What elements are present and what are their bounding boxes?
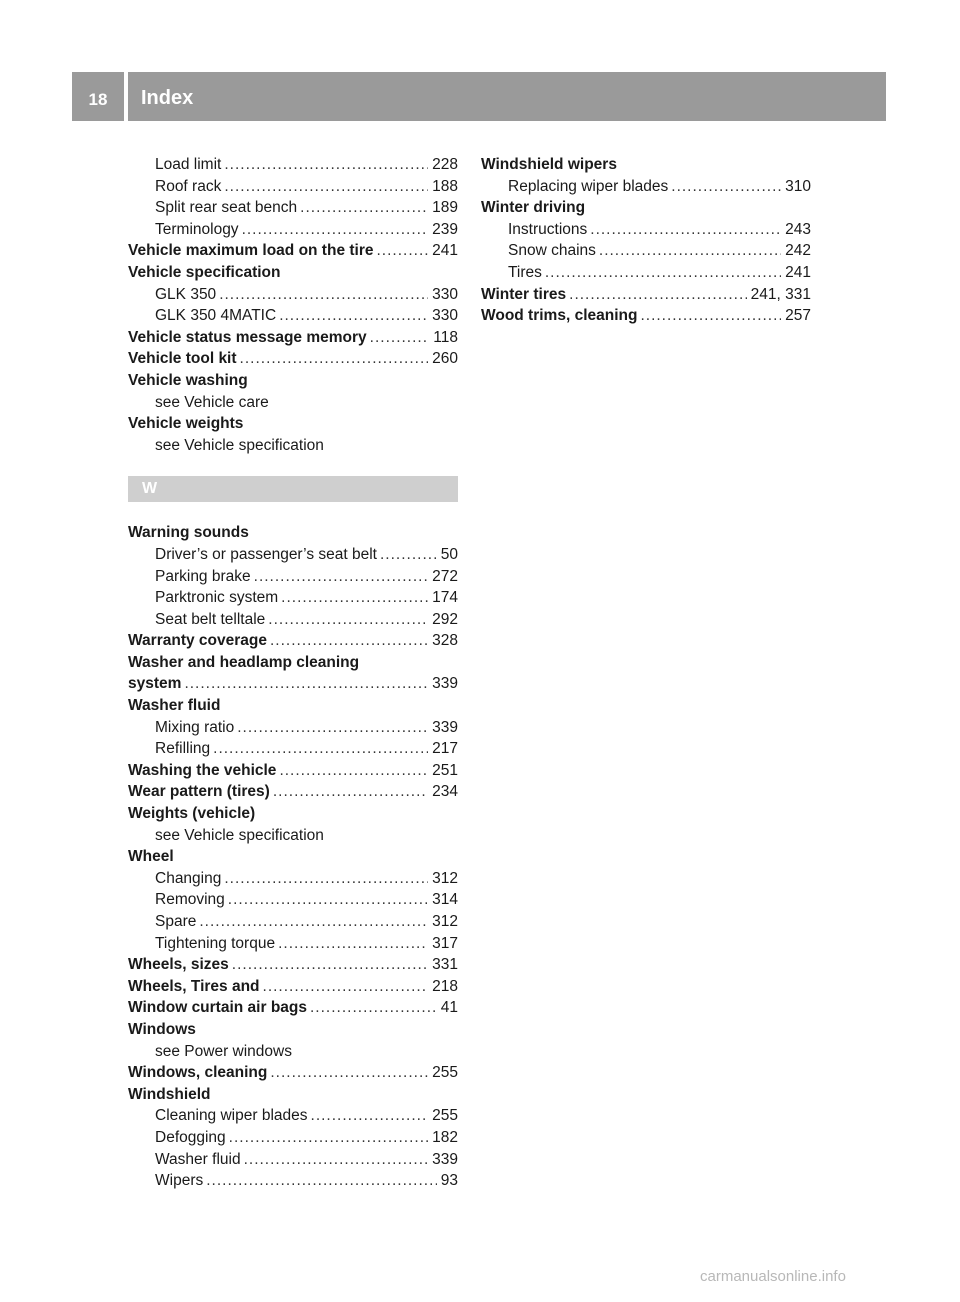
index-term: Refilling: [155, 740, 211, 758]
index-entry: [128, 219, 458, 241]
index-entry: [128, 1170, 458, 1192]
index-term: Windshield wipers: [481, 156, 617, 173]
page-reference: 243: [785, 220, 811, 238]
index-term: Defogging: [155, 1128, 226, 1146]
index-entry: [128, 911, 458, 933]
dot-leader: [184, 673, 428, 695]
index-entry: [128, 717, 458, 739]
page-reference: 317: [432, 934, 458, 952]
index-term: Winter tires: [481, 285, 567, 303]
page-reference: 234: [432, 783, 458, 801]
index-entry: [128, 392, 458, 414]
dot-leader: [377, 240, 429, 262]
page-reference: 41: [440, 999, 458, 1017]
page-reference: 255: [432, 1107, 458, 1125]
page-reference: 251: [432, 761, 458, 779]
index-term: Washing the vehicle: [128, 761, 277, 779]
page-reference: 241: [432, 242, 458, 260]
index-entry: [128, 327, 458, 349]
dot-leader: [279, 760, 428, 782]
index-entry: [128, 544, 458, 566]
page-reference: 188: [432, 177, 458, 195]
page-reference: 218: [432, 977, 458, 995]
index-term: Wipers: [155, 1172, 204, 1190]
index-entry: [481, 305, 811, 327]
index-entry: [128, 825, 458, 847]
dot-leader: [242, 219, 429, 241]
index-entry: [128, 868, 458, 890]
index-term: system: [128, 675, 182, 693]
index-term: GLK 350 4MATIC: [155, 307, 277, 325]
index-entry: [128, 889, 458, 911]
index-term: Washer fluid: [155, 1150, 241, 1168]
index-entry: [128, 587, 458, 609]
page-reference: 189: [432, 199, 458, 217]
page-reference: 328: [432, 632, 458, 650]
index-entry: [128, 781, 458, 803]
page-reference: 257: [785, 307, 811, 325]
dot-leader: [268, 609, 428, 631]
index-term: Weights (vehicle): [128, 805, 256, 823]
index-term: Roof rack: [155, 177, 222, 195]
index-entry: [128, 954, 458, 976]
dot-leader: [590, 219, 781, 241]
dot-leader: [270, 1062, 428, 1084]
index-entry: [128, 1149, 458, 1171]
index-term: Windows, cleaning: [128, 1064, 268, 1082]
index-term: Warranty coverage: [128, 632, 267, 650]
index-term: Wheels, Tires and: [128, 977, 260, 995]
index-entry: [128, 1084, 458, 1106]
index-term: Tires: [508, 263, 542, 281]
index-entry: [481, 197, 811, 219]
index-term: Warning sounds: [128, 524, 249, 542]
index-entry: [128, 348, 458, 370]
index-term: Vehicle tool kit: [128, 350, 237, 368]
page-reference: 339: [432, 718, 458, 736]
index-term: see Power windows: [155, 1042, 292, 1060]
page-reference: 272: [432, 567, 458, 585]
index-term: Vehicle status message memory: [128, 328, 367, 346]
page-reference: 241: [785, 263, 811, 281]
index-term: GLK 350: [155, 285, 217, 303]
index-column-right: [481, 154, 811, 327]
index-term: Removing: [155, 891, 225, 909]
index-term: Vehicle weights: [128, 415, 244, 433]
index-term: Changing: [155, 869, 222, 887]
page-reference: 292: [432, 610, 458, 628]
dot-leader: [244, 1149, 429, 1171]
index-entry: [128, 435, 458, 457]
dot-leader: [671, 176, 781, 198]
page-reference: 242: [785, 242, 811, 260]
dot-leader: [228, 889, 428, 911]
index-term: Parking brake: [155, 567, 251, 585]
dot-leader: [270, 630, 428, 652]
dot-leader: [219, 284, 428, 306]
dot-leader: [224, 154, 428, 176]
page-reference: 182: [432, 1128, 458, 1146]
page-reference: 310: [785, 177, 811, 195]
index-list-w-continued: [481, 154, 811, 327]
dot-leader: [240, 348, 429, 370]
page-reference: 312: [432, 869, 458, 887]
index-entry: [128, 1019, 458, 1041]
page-title: Index: [141, 87, 194, 109]
index-term: Spare: [155, 913, 197, 930]
index-term: Washer fluid: [128, 697, 221, 715]
page-reference: 93: [440, 1172, 458, 1190]
index-term: Mixing ratio: [155, 718, 235, 736]
index-entry: [128, 305, 458, 327]
dot-leader: [263, 976, 429, 998]
page-reference: 239: [432, 220, 458, 238]
page-reference: 330: [432, 307, 458, 325]
index-entry: [128, 1105, 458, 1127]
index-entry: [128, 522, 458, 544]
index-entry: [481, 176, 811, 198]
index-term: Load limit: [155, 156, 222, 173]
page-reference: 174: [432, 589, 458, 607]
dot-leader: [310, 997, 437, 1019]
index-entry: [128, 738, 458, 760]
index-term: see Vehicle specification: [155, 436, 324, 454]
index-term: Seat belt telltale: [155, 610, 266, 628]
dot-leader: [278, 933, 428, 955]
index-entry: [128, 1041, 458, 1063]
index-entry: [481, 219, 811, 241]
index-term: see Vehicle care: [155, 393, 269, 411]
dot-leader: [370, 327, 430, 349]
dot-leader: [232, 954, 428, 976]
index-entry: [128, 284, 458, 306]
index-entry: [128, 154, 458, 176]
header-bar: [72, 72, 886, 121]
index-term: Window curtain air bags: [128, 999, 307, 1017]
index-entry: [128, 846, 458, 868]
dot-leader: [281, 587, 428, 609]
page-reference: 241, 331: [750, 285, 811, 303]
index-term: Vehicle washing: [128, 371, 248, 389]
index-term: Windows: [128, 1020, 196, 1038]
page-reference: 260: [432, 350, 458, 368]
dot-leader: [640, 305, 781, 327]
index-column-left: [128, 154, 458, 1192]
watermark: carmanualsonline.info: [700, 1268, 846, 1285]
index-entry: [128, 652, 458, 674]
dot-leader: [599, 240, 781, 262]
index-term: Windshield: [128, 1085, 211, 1103]
index-term: Winter driving: [481, 199, 586, 217]
page-reference: 339: [432, 1150, 458, 1168]
dot-leader: [224, 176, 428, 198]
index-entry: [128, 976, 458, 998]
index-entry: [128, 997, 458, 1019]
index-term: Vehicle maximum load on the tire: [128, 242, 374, 260]
dot-leader: [199, 911, 428, 933]
index-entry: [481, 262, 811, 284]
index-entry: [128, 240, 458, 262]
index-term: Parktronic system: [155, 589, 279, 607]
index-entry: [128, 760, 458, 782]
dot-leader: [254, 566, 428, 588]
index-entry: [128, 370, 458, 392]
page-reference: 50: [440, 545, 458, 563]
dot-leader: [224, 868, 428, 890]
index-entry: [128, 803, 458, 825]
index-entry: [128, 695, 458, 717]
index-entry: [128, 1127, 458, 1149]
index-entry: [481, 240, 811, 262]
index-entry: [128, 413, 458, 435]
index-entry: [128, 933, 458, 955]
page-reference: 330: [432, 285, 458, 303]
index-term: Split rear seat bench: [155, 199, 298, 217]
index-term: Cleaning wiper blades: [155, 1107, 308, 1125]
index-term: Driver’s or passenger’s seat belt: [155, 545, 377, 563]
index-entry: [128, 630, 458, 652]
page-reference: 312: [432, 913, 458, 930]
index-term: Replacing wiper blades: [508, 177, 669, 195]
dot-leader: [206, 1170, 437, 1192]
dot-leader: [213, 738, 428, 760]
dot-leader: [380, 544, 437, 566]
page-reference: 118: [433, 328, 458, 346]
index-entry: [128, 176, 458, 198]
dot-leader: [300, 197, 428, 219]
index-term: Vehicle specification: [128, 263, 281, 281]
index-entry: [128, 609, 458, 631]
dot-leader: [279, 305, 428, 327]
page-reference: 339: [432, 675, 458, 693]
index-entry: [481, 284, 811, 306]
index-term: Wear pattern (tires): [128, 783, 270, 801]
index-entry: [128, 566, 458, 588]
page-reference: 217: [432, 740, 458, 758]
index-list-w: [128, 522, 458, 1191]
page-number: 18: [88, 89, 108, 109]
index-term: Wheels, sizes: [128, 956, 229, 974]
dot-leader: [273, 781, 428, 803]
page-reference: 228: [432, 156, 458, 173]
index-entry: [128, 1062, 458, 1084]
index-term: see Vehicle specification: [155, 826, 324, 844]
index-entry: [481, 154, 811, 176]
page-reference: 255: [432, 1064, 458, 1082]
index-list-v: [128, 154, 458, 456]
index-term: Wood trims, cleaning: [481, 307, 638, 325]
index-entry: [128, 262, 458, 284]
page-reference: 331: [432, 956, 458, 974]
index-term: Instructions: [508, 220, 588, 238]
dot-leader: [237, 717, 428, 739]
index-term: Washer and headlamp cleaning: [128, 653, 360, 671]
dot-leader: [229, 1127, 428, 1149]
page-reference: 314: [432, 891, 458, 909]
index-entry: [128, 673, 458, 695]
dot-leader: [569, 284, 747, 306]
header-divider: [124, 72, 128, 121]
index-term: Snow chains: [508, 242, 596, 260]
index-entry: [128, 197, 458, 219]
index-term: Terminology: [155, 220, 239, 238]
dot-leader: [311, 1105, 429, 1127]
index-term: Tightening torque: [155, 934, 276, 952]
section-header-w: W: [128, 476, 458, 502]
index-term: Wheel: [128, 848, 174, 866]
dot-leader: [545, 262, 781, 284]
